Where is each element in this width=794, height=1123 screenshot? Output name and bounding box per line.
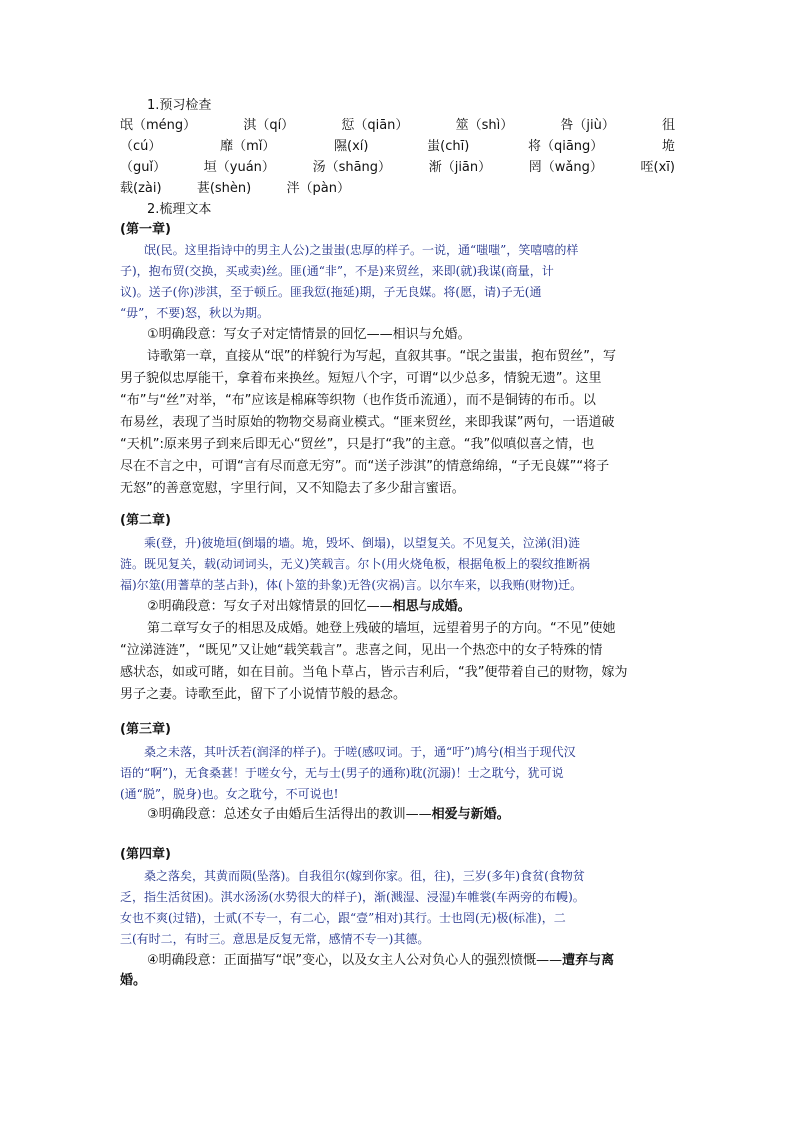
pinyin-row-2	[120, 137, 675, 157]
chapter-heading: (第一章)	[120, 222, 171, 237]
chapter-heading: (第四章)	[120, 847, 171, 862]
paragraph-meaning	[147, 325, 471, 345]
meaning-text: ③明确段意：总述女子由婚后生活得出的教训——	[147, 807, 432, 822]
pinyin-item: 垣（yuán）	[203, 160, 275, 175]
pinyin-item: 垝	[661, 139, 675, 154]
poem-line: 女也不爽(过错)，士贰(不专一，有二心，跟“壹”相对)其行。士也罔(无)极(标准)，二	[120, 911, 566, 925]
pinyin-item: 氓（méng）	[120, 118, 197, 133]
section-title-sort-text: 2.梳理文本	[147, 202, 212, 217]
chapter-heading: (第三章)	[120, 722, 171, 737]
pinyin-item: 靡（mǐ）	[220, 139, 276, 154]
pinyin-item: 隰(xí)	[334, 139, 369, 154]
meaning-text: ②明确段意：写女子对出嫁情景的回忆——	[147, 599, 393, 614]
meaning-key-phrase: 相思与成婚。	[392, 599, 471, 614]
poem-line: “毋”，不要)怒，秋以为期。	[120, 306, 269, 320]
pinyin-item: 渐（jiān）	[428, 160, 492, 175]
analysis-line: 感状态，如或可睹，如在目前。当龟卜草占，皆示吉利后，“我”便带着自己的财物，嫁为	[120, 665, 628, 680]
pinyin-item: 泮（pàn）	[286, 181, 350, 196]
poem-line: 桑之落矣，其黄而陨(坠落)。自我徂尔(嫁到你家。徂，往)，三岁(多年)食贫(食物贫	[144, 869, 585, 883]
poem-excerpt	[120, 533, 680, 596]
poem-excerpt	[120, 240, 680, 324]
meaning-key-phrase: 遭弃与离	[562, 953, 615, 968]
analysis-line: 尽在不言之中，可谓“言有尽而意无穷”。而“送子涉淇”的情意绵绵，“子无良媒”“将子	[120, 459, 610, 474]
poem-line: 乏，指生活贫困)。淇水汤汤(水势很大的样子)，渐(溅湿、浸湿)车帷裳(车两旁的布幔)。	[120, 890, 585, 904]
pinyin-item: 咥(xī)	[640, 160, 675, 175]
poem-excerpt	[120, 742, 680, 805]
meaning-text: ①明确段意：写女子对定情情景的回忆——相识与允婚。	[147, 327, 471, 342]
pinyin-item: 汤（shāng）	[312, 160, 392, 175]
poem-line: 桑之未落，其叶沃若(润泽的样子)。于嗟(感叹词。于，通“吁”)鸠兮(相当于现代汉	[144, 745, 576, 759]
analysis-line: “泣涕涟涟”，“既见”又让她“载笑载言”。悲喜之间，见出一个热恋中的女子特殊的情	[120, 643, 603, 658]
pinyin-item: 愆（qiān）	[341, 118, 409, 133]
poem-line: 氓(民。这里指诗中的男主人公)之蚩蚩(忠厚的样子。一说，通“嗤嗤”，笑嘻嘻的样	[144, 243, 579, 257]
poem-excerpt	[120, 866, 680, 950]
section-title-preview-check: 1.预习检查	[147, 98, 212, 113]
poem-line: 议)。送子(你)涉淇，至于顿丘。匪我愆(拖延)期，子无良媒。将(愿，请)子无(通	[120, 285, 542, 299]
paragraph-meaning	[147, 951, 614, 971]
analysis-line: 布易丝，表现了当时原始的物物交易商业模式。“匪来贸丝，来即我谋”两句，一语道破	[120, 415, 615, 430]
poem-line: 涟。既见复关，载(动词词头，无义)笑载言。尔卜(用火烧龟板，根据龟板上的裂纹推断祸	[120, 557, 591, 571]
pinyin-item: 咎（jiù）	[560, 118, 615, 133]
chapter-heading: (第二章)	[120, 513, 171, 528]
pinyin-item: （guǐ）	[120, 160, 167, 175]
meaning-text: ④明确段意：正面描写“氓”变心，以及女主人公对负心人的强烈愤慨——	[147, 953, 563, 968]
pinyin-item: 载(zài)	[120, 181, 162, 196]
analysis-line: 诗歌第一章，直接从“氓”的样貌行为写起，直叙其事。“氓之蚩蚩，抱布贸丝”，写	[147, 349, 616, 364]
analysis-line: “天机”:原来男子到来后即无心“贸丝”，只是打“我”的主意。“我”似嗔似喜之情，也	[120, 437, 595, 452]
poem-line: 三(有时二，有时三。意思是反复无常，感情不专一)其德。	[120, 932, 430, 946]
pinyin-item: （cú）	[120, 139, 162, 154]
analysis-line: “布”与“丝”对举，“布”应该是棉麻等织物（也作货币流通），而不是铜铸的布币。以	[120, 393, 596, 408]
pinyin-item: 蚩(chī)	[427, 139, 470, 154]
pinyin-row-4	[120, 179, 350, 199]
paragraph-meaning	[147, 597, 471, 617]
analysis-line: 男子之妻。诗歌至此，留下了小说情节般的悬念。	[120, 687, 407, 702]
analysis-line: 男子貌似忠厚能干，拿着布来换丝。短短八个字，可谓“以少总多，情貌无遗”。这里	[120, 371, 602, 386]
pinyin-row-3	[120, 158, 675, 178]
pinyin-item: 将（qiāng）	[527, 139, 604, 154]
pinyin-item: 淇（qí）	[243, 118, 295, 133]
pinyin-item: 葚(shèn)	[196, 181, 252, 196]
meaning-key-phrase: 相爱与新婚。	[431, 807, 510, 822]
analysis-paragraph	[120, 346, 680, 500]
pinyin-item: 罔（wǎng）	[528, 160, 603, 175]
pinyin-item: 徂	[661, 118, 675, 133]
poem-line: 乘(登，升)彼垝垣(倒塌的墙。垝，毁坏、倒塌)，以望复关。不见复关，泣涕(泪)涟	[144, 536, 581, 550]
analysis-line: 无怒”的善意宽慰，字里行间，又不知隐去了多少甜言蜜语。	[120, 481, 465, 496]
meaning-key-phrase: 婚。	[120, 973, 147, 988]
paragraph-meaning	[147, 805, 510, 825]
analysis-line: 第二章写女子的相思及成婚。她登上残破的墙垣，远望着男子的方向。“不见”使她	[147, 621, 616, 636]
poem-line: 福)尔筮(用蓍草的茎占卦)，体(卜筮的卦象)无咎(灾祸)言。以尔车来，以我贿(财物)迁。	[120, 578, 583, 592]
pinyin-item: 筮（shì）	[455, 118, 514, 133]
pinyin-row-1	[120, 116, 675, 136]
poem-line: (通“脱”，脱身)也。女之耽兮，不可说也!	[120, 787, 339, 801]
paragraph-meaning-continued	[120, 971, 146, 991]
analysis-paragraph	[120, 618, 680, 706]
poem-line: 子)，抱布贸(交换，买或卖)丝。匪(通“非”，不是)来贸丝，来即(就)我谋(商量，计	[120, 264, 554, 278]
poem-line: 语的“啊”)，无食桑葚！于嗟女兮，无与士(男子的通称)耽(沉溺)！士之耽兮，犹可说	[120, 766, 564, 780]
